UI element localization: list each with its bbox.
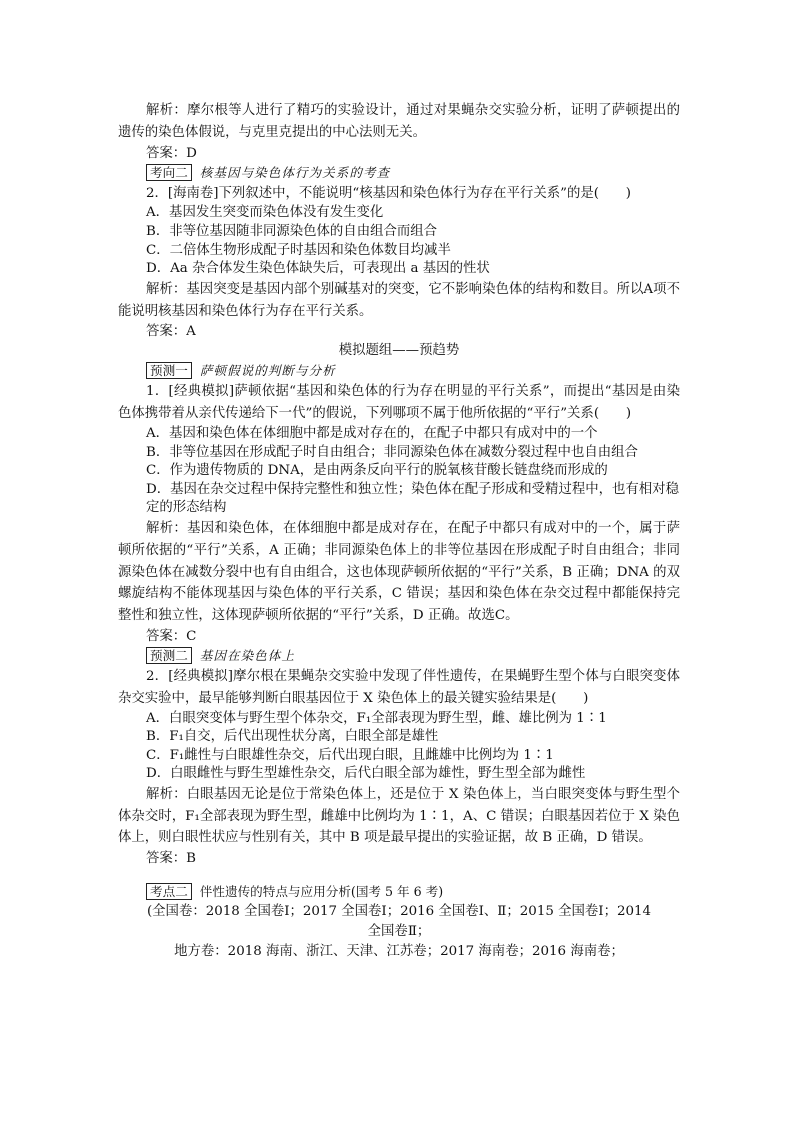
question-option: D．白眼雌性与野生型雄性杂交，后代白眼全部为雄性，野生型全部为雌性 [146, 766, 586, 782]
question-option: A．白眼突变体与野生型个体杂交，F₁全部表现为野生型，雌、雄比例为 1∶1 [146, 710, 607, 726]
section-tag: 预测二 [146, 647, 192, 664]
kaodian-heading [118, 882, 680, 902]
group-title: 模拟题组——预趋势 [338, 343, 460, 359]
analysis-paragraph: 解析：白眼基因无论是位于常染色体上，还是位于 X 染色体上，当白眼突变体与野生型个体杂交时，F₁全部表现为野生型，雌雄中比例均为 1∶1，A、C 错误；白眼基因若位于 X 染色体上，则白眼性状应与性别有关，其中 B 项是最早提出的实验证据，故 B 正确，D 错误。 [118, 786, 680, 846]
kaodian-tag: 考点二 [146, 883, 192, 900]
section-heading [118, 163, 680, 183]
answer-line: 答案：D [146, 145, 197, 161]
answer-line: 答案：C [146, 628, 197, 644]
section-title: 萨顿假说的判断与分析 [199, 363, 336, 379]
question-option: B．F₁自交，后代出现性状分离，白眼全部是雄性 [146, 729, 439, 745]
analysis-paragraph: 解析：基因和染色体，在体细胞中都是成对存在，在配子中都只有成对中的一个，属于萨顿所依据的“平行”关系，A 正确；非同源染色体上的非等位基因在形成配子时自由组合；非同源染色体在减数分裂中也有自由组合，这也体现萨顿所依据的“平行”关系，B 正确；DNA 的双螺旋结构不能体现基因与染色体的平行关系，C 错误；基因和染色体在杂交过程中都能保持完整性和独立性，这体现萨顿所依据的“平行”关系，D 正确。故选C。 [118, 520, 680, 624]
section-heading [118, 361, 680, 381]
question-option: C．二倍体生物形成配子时基因和染色体数目均减半 [146, 242, 451, 258]
exam-source-line: 全国卷Ⅱ； [367, 924, 431, 940]
question-option: C．F₁雌性与白眼雄性杂交，后代出现白眼，且雌雄中比例均为 1∶1 [146, 747, 554, 763]
question-option: D．基因在杂交过程中保持完整性和独立性；染色体在配子形成和受精过程中，也有相对稳定的形态结构 [146, 481, 679, 516]
section-tag: 考向二 [146, 164, 192, 181]
exam-source-line: 地方卷：2018 海南、浙江、天津、江苏卷；2017 海南卷；2016 海南卷； [174, 944, 624, 960]
kaodian-title: 伴性遗传的特点与应用分析(国考 5 年 6 考) [199, 884, 444, 900]
question-stem: 2．[经典模拟]摩尔根在果蝇杂交实验中发现了伴性遗传，在果蝇野生型个体与白眼突变体杂交实验中，最早能够判断白眼基因位于 X 染色体上的最关键实验结果是( ) [118, 668, 680, 706]
section-heading [118, 646, 680, 666]
question-option: D．Aa 杂合体发生染色体缺失后，可表现出 a 基因的性状 [146, 261, 490, 277]
exam-source-line: (全国卷：2018 全国卷Ⅰ；2017 全国卷Ⅰ；2016 全国卷Ⅰ、Ⅱ；2015 全国卷Ⅰ；2014 [146, 904, 652, 920]
question-stem: 1．[经典模拟]萨顿依据“基因和染色体的行为存在明显的平行关系”，而提出“基因是由染色体携带着从亲代传递给下一代”的假说，下列哪项不属于他所依据的“平行”关系( ) [118, 384, 680, 422]
analysis-paragraph: 解析：基因突变是基因内部个别碱基对的突变，它不影响染色体的结构和数目。所以A项不能说明核基因和染色体行为存在平行关系。 [118, 281, 680, 319]
answer-line: 答案：B [146, 851, 197, 867]
document-page [118, 100, 680, 962]
question-option: B．非等位基因随非同源染色体的自由组合而组合 [146, 223, 438, 239]
question-option: A．基因和染色体在体细胞中都是成对存在的，在配子中都只有成对中的一个 [146, 425, 598, 441]
analysis-paragraph: 解析：摩尔根等人进行了精巧的实验设计，通过对果蝇杂交实验分析，证明了萨顿提出的遗传的染色体假说，与克里克提出的中心法则无关。 [118, 103, 680, 140]
spacer [118, 868, 680, 882]
section-tag: 预测一 [146, 362, 192, 379]
section-title: 基因在染色体上 [199, 647, 295, 663]
question-stem: 2．[海南卷]下列叙述中，不能说明“核基因和染色体行为存在平行关系”的是( ) [146, 185, 631, 201]
answer-line: 答案：A [146, 324, 196, 340]
question-option: A．基因发生突变而染色体没有发生变化 [146, 205, 384, 221]
question-option: B．非等位基因在形成配子时自由组合；非同源染色体在减数分裂过程中也自由组合 [146, 444, 638, 460]
section-title: 核基因与染色体行为关系的考查 [199, 164, 391, 180]
question-option: C．作为遗传物质的 DNA，是由两条反向平行的脱氧核苷酸长链盘绕而形成的 [146, 463, 608, 479]
